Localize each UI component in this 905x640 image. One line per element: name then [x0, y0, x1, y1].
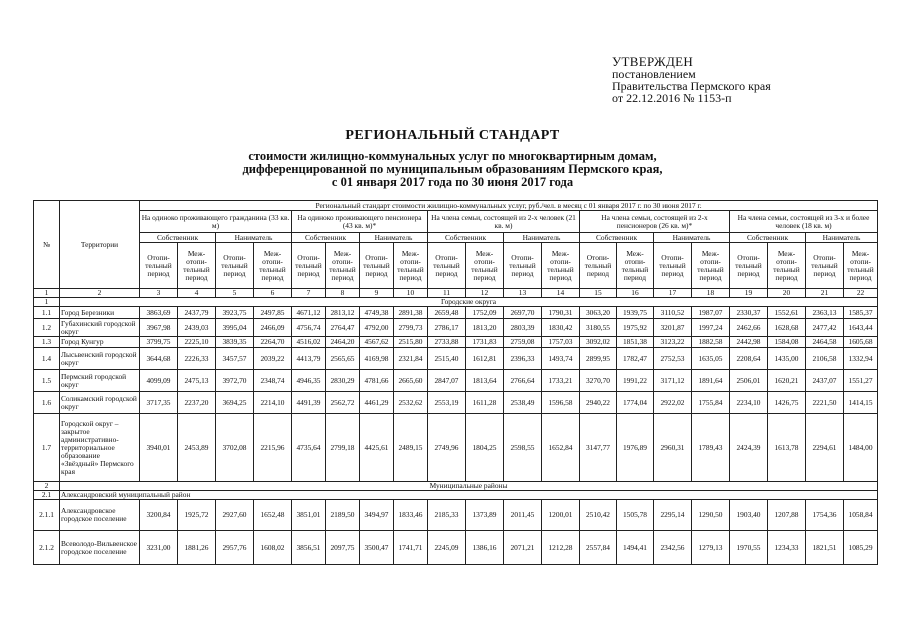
- header-role-row: [34, 233, 878, 243]
- table-row: [34, 500, 878, 531]
- row-value: 1757,03: [542, 337, 580, 348]
- row-value: 3231,00: [140, 531, 178, 565]
- row-number: 1.5: [34, 370, 60, 392]
- row-value: 1652,84: [542, 414, 580, 482]
- row-value: 1494,41: [617, 531, 654, 565]
- row-value: 2697,70: [504, 307, 542, 319]
- row-value: 2234,10: [730, 392, 768, 414]
- row-value: 1975,92: [617, 319, 654, 337]
- row-value: 1782,47: [617, 348, 654, 370]
- column-number: 11: [428, 289, 466, 298]
- row-value: 2011,45: [504, 500, 542, 531]
- row-value: 2489,15: [394, 414, 428, 482]
- row-value: 3694,25: [216, 392, 254, 414]
- row-value: 2226,33: [178, 348, 216, 370]
- header-tenant: Наниматель: [504, 233, 580, 243]
- row-value: 3940,01: [140, 414, 178, 482]
- header-heating-period: Отопи-тельный период: [428, 243, 466, 289]
- header-interheating-period: Меж-отопи-тельный период: [254, 243, 292, 289]
- row-value: 2437,07: [806, 370, 844, 392]
- row-value: 1552,61: [768, 307, 806, 319]
- row-value: 2665,60: [394, 370, 428, 392]
- row-value: 1752,09: [466, 307, 504, 319]
- header-heating-period: Отопи-тельный период: [730, 243, 768, 289]
- document-subtitle-line-1: стоимости жилищно-коммунальных услуг по многоквартирным домам,: [248, 149, 657, 163]
- row-value: 1058,84: [844, 500, 878, 531]
- row-value: 3092,02: [580, 337, 617, 348]
- table-row: [34, 392, 878, 414]
- row-value: 3995,04: [216, 319, 254, 337]
- row-value: 1332,94: [844, 348, 878, 370]
- row-number: 2.1.2: [34, 531, 60, 565]
- row-value: 2097,75: [326, 531, 360, 565]
- row-value: 1643,44: [844, 319, 878, 337]
- row-value: 3863,69: [140, 307, 178, 319]
- row-value: 1279,13: [692, 531, 730, 565]
- header-interheating-period: Меж-отопи-тельный период: [542, 243, 580, 289]
- row-value: 2515,40: [428, 348, 466, 370]
- document-subtitle-line-2: дифференцированной по муниципальным образованиям Пермского края,: [242, 162, 663, 176]
- header-tenant: Наниматель: [654, 233, 730, 243]
- header-group: На члена семьи, состоящей из 2-х человек (21 кв. м): [428, 211, 580, 233]
- row-value: 1608,02: [254, 531, 292, 565]
- row-value: 3717,35: [140, 392, 178, 414]
- row-value: 1584,08: [768, 337, 806, 348]
- row-value: 4567,62: [360, 337, 394, 348]
- table-row: [34, 319, 878, 337]
- row-value: 2106,58: [806, 348, 844, 370]
- row-value: 2927,60: [216, 500, 254, 531]
- row-value: 2442,98: [730, 337, 768, 348]
- row-value: 3839,35: [216, 337, 254, 348]
- row-value: 2752,53: [654, 348, 692, 370]
- row-value: 2749,96: [428, 414, 466, 482]
- row-value: 1882,58: [692, 337, 730, 348]
- standard-table: [33, 200, 878, 565]
- header-interheating-period: Меж-отопи-тельный период: [178, 243, 216, 289]
- row-value: 3180,55: [580, 319, 617, 337]
- header-interheating-period: Меж-отопи-тельный период: [692, 243, 730, 289]
- row-value: 2321,84: [394, 348, 428, 370]
- column-number: 1: [34, 289, 60, 298]
- row-value: 1813,64: [466, 370, 504, 392]
- header-interheating-period: Меж-отопи-тельный период: [466, 243, 504, 289]
- row-value: 2557,84: [580, 531, 617, 565]
- approved-line-2: Правительства Пермского края: [612, 79, 771, 93]
- column-number: 3: [140, 289, 178, 298]
- row-value: 1774,04: [617, 392, 654, 414]
- row-value: 2786,17: [428, 319, 466, 337]
- subsection-row: [34, 491, 878, 500]
- row-value: 1505,78: [617, 500, 654, 531]
- document-subtitle: [0, 150, 905, 189]
- row-value: 2221,50: [806, 392, 844, 414]
- row-value: 1731,83: [466, 337, 504, 348]
- row-value: 2208,64: [730, 348, 768, 370]
- header-heating-period: Отопи-тельный период: [140, 243, 178, 289]
- row-value: 2799,18: [326, 414, 360, 482]
- header-column-numbers: [34, 289, 878, 298]
- row-value: 1903,40: [730, 500, 768, 531]
- row-value: 1991,22: [617, 370, 654, 392]
- column-number: 13: [504, 289, 542, 298]
- row-number: 2.1.1: [34, 500, 60, 531]
- row-value: 3457,57: [216, 348, 254, 370]
- header-heating-period: Отопи-тельный период: [292, 243, 326, 289]
- row-value: 4946,35: [292, 370, 326, 392]
- approval-block: [612, 56, 872, 104]
- row-territory: Пермский городской округ: [60, 370, 140, 392]
- row-value: 1620,21: [768, 370, 806, 392]
- row-value: 3200,84: [140, 500, 178, 531]
- row-value: 4792,00: [360, 319, 394, 337]
- row-value: 3063,20: [580, 307, 617, 319]
- section-number: 2: [34, 482, 60, 491]
- row-value: 2439,03: [178, 319, 216, 337]
- row-value: 1733,21: [542, 370, 580, 392]
- row-value: 1976,89: [617, 414, 654, 482]
- header-interheating-period: Меж-отопи-тельный период: [617, 243, 654, 289]
- column-number: 14: [542, 289, 580, 298]
- column-number: 6: [254, 289, 292, 298]
- header-owner: Собственник: [730, 233, 806, 243]
- row-value: 2264,70: [254, 337, 292, 348]
- row-value: 1939,75: [617, 307, 654, 319]
- table-row: [34, 337, 878, 348]
- row-value: 1789,43: [692, 414, 730, 482]
- row-value: 1755,84: [692, 392, 730, 414]
- row-value: 1790,31: [542, 307, 580, 319]
- section-number: 1: [34, 298, 60, 307]
- row-value: 2899,95: [580, 348, 617, 370]
- column-number: 19: [730, 289, 768, 298]
- row-value: 1804,25: [466, 414, 504, 482]
- row-value: 1813,20: [466, 319, 504, 337]
- table-header: [34, 201, 878, 298]
- row-value: 2342,56: [654, 531, 692, 565]
- header-group: На члена семьи, состоящей из 3-х и более человек (18 кв. м): [730, 211, 878, 233]
- header-tenant: Наниматель: [806, 233, 878, 243]
- row-number: 1.4: [34, 348, 60, 370]
- row-value: 2475,13: [178, 370, 216, 392]
- row-value: 1414,15: [844, 392, 878, 414]
- header-group: На одиноко проживающего гражданина (33 кв. м): [140, 211, 292, 233]
- row-value: 2039,22: [254, 348, 292, 370]
- row-number: 1.2: [34, 319, 60, 337]
- row-value: 1628,68: [768, 319, 806, 337]
- row-value: 2189,50: [326, 500, 360, 531]
- header-owner: Собственник: [292, 233, 360, 243]
- header-owner: Собственник: [428, 233, 504, 243]
- header-interheating-period: Меж-отопи-тельный период: [326, 243, 360, 289]
- row-value: 2348,74: [254, 370, 292, 392]
- row-territory: Город Березники: [60, 307, 140, 319]
- row-value: 2237,20: [178, 392, 216, 414]
- row-territory: Лысьвенский городской округ: [60, 348, 140, 370]
- row-value: 2538,49: [504, 392, 542, 414]
- row-value: 3972,70: [216, 370, 254, 392]
- row-value: 2764,47: [326, 319, 360, 337]
- header-group-row: [34, 211, 878, 233]
- row-value: 4169,98: [360, 348, 394, 370]
- row-value: 3967,98: [140, 319, 178, 337]
- row-value: 1386,16: [466, 531, 504, 565]
- column-number: 16: [617, 289, 654, 298]
- row-value: 2891,38: [394, 307, 428, 319]
- row-value: 1493,74: [542, 348, 580, 370]
- column-number: 15: [580, 289, 617, 298]
- row-value: 1997,24: [692, 319, 730, 337]
- row-value: 1851,38: [617, 337, 654, 348]
- header-main: Региональный стандарт стоимости жилищно-коммунальных услуг, руб./чел. в месяц с 01 января 2017 г. по 30 июня 2017 г.: [140, 201, 878, 211]
- document-title: РЕГИОНАЛЬНЫЙ СТАНДАРТ: [345, 128, 560, 143]
- row-value: 1551,27: [844, 370, 878, 392]
- row-value: 2553,19: [428, 392, 466, 414]
- row-value: 1234,33: [768, 531, 806, 565]
- row-value: 2562,72: [326, 392, 360, 414]
- row-value: 4735,64: [292, 414, 326, 482]
- row-value: 2803,39: [504, 319, 542, 337]
- row-value: 2940,22: [580, 392, 617, 414]
- column-number: 18: [692, 289, 730, 298]
- row-value: 3123,22: [654, 337, 692, 348]
- row-value: 2464,20: [326, 337, 360, 348]
- subsection-title: Александровский муниципальный район: [60, 491, 878, 500]
- row-value: 1652,48: [254, 500, 292, 531]
- row-value: 3494,97: [360, 500, 394, 531]
- header-heating-period: Отопи-тельный период: [504, 243, 542, 289]
- section-row: [34, 298, 878, 307]
- row-value: 2506,01: [730, 370, 768, 392]
- row-territory: Соликамский городской округ: [60, 392, 140, 414]
- row-value: 3851,01: [292, 500, 326, 531]
- row-value: 2225,10: [178, 337, 216, 348]
- column-number: 9: [360, 289, 394, 298]
- row-value: 1881,26: [178, 531, 216, 565]
- column-number: 4: [178, 289, 216, 298]
- header-group: На члена семьи, состоящей из 2-х пенсионеров (26 кв. м)*: [580, 211, 730, 233]
- row-value: 1207,88: [768, 500, 806, 531]
- row-value: 2510,42: [580, 500, 617, 531]
- header-heating-period: Отопи-тельный период: [580, 243, 617, 289]
- row-value: 1613,78: [768, 414, 806, 482]
- subsection-number: 2.1: [34, 491, 60, 500]
- row-value: 2424,39: [730, 414, 768, 482]
- row-value: 1605,68: [844, 337, 878, 348]
- section-title: Муниципальные районы: [60, 482, 878, 491]
- row-value: 1611,28: [466, 392, 504, 414]
- row-value: 1821,51: [806, 531, 844, 565]
- row-value: 2396,33: [504, 348, 542, 370]
- row-territory: Александровское городское поселение: [60, 500, 140, 531]
- row-value: 1987,07: [692, 307, 730, 319]
- header-tenant: Наниматель: [360, 233, 428, 243]
- row-number: 1.3: [34, 337, 60, 348]
- row-value: 1426,75: [768, 392, 806, 414]
- header-interheating-period: Меж-отопи-тельный период: [844, 243, 878, 289]
- row-value: 1970,55: [730, 531, 768, 565]
- table-body: [34, 298, 878, 565]
- row-value: 1585,37: [844, 307, 878, 319]
- row-value: 2598,55: [504, 414, 542, 482]
- table-row: [34, 531, 878, 565]
- column-number: 21: [806, 289, 844, 298]
- column-number: 12: [466, 289, 504, 298]
- row-value: 2515,80: [394, 337, 428, 348]
- row-value: 2532,62: [394, 392, 428, 414]
- row-value: 4425,61: [360, 414, 394, 482]
- header-heating-period: Отопи-тельный период: [654, 243, 692, 289]
- row-territory: Городской округ – закрытое административно-территориальное образование «Звёздный» Пермского края: [60, 414, 140, 482]
- header-number: №: [34, 201, 60, 289]
- row-territory: Город Кунгур: [60, 337, 140, 348]
- row-value: 3110,52: [654, 307, 692, 319]
- column-number: 7: [292, 289, 326, 298]
- column-number: 17: [654, 289, 692, 298]
- row-value: 1891,64: [692, 370, 730, 392]
- row-value: 4781,66: [360, 370, 394, 392]
- column-number: 8: [326, 289, 360, 298]
- row-value: 3171,12: [654, 370, 692, 392]
- row-value: 2813,12: [326, 307, 360, 319]
- row-number: 1.6: [34, 392, 60, 414]
- header-period-row: [34, 243, 878, 289]
- section-title: Городские округа: [60, 298, 878, 307]
- row-value: 2363,13: [806, 307, 844, 319]
- row-value: 1833,46: [394, 500, 428, 531]
- row-value: 3923,75: [216, 307, 254, 319]
- row-value: 2957,76: [216, 531, 254, 565]
- row-value: 2462,66: [730, 319, 768, 337]
- row-value: 2922,02: [654, 392, 692, 414]
- row-value: 3856,51: [292, 531, 326, 565]
- header-interheating-period: Меж-отопи-тельный период: [394, 243, 428, 289]
- row-value: 2466,09: [254, 319, 292, 337]
- row-value: 2659,48: [428, 307, 466, 319]
- column-number: 22: [844, 289, 878, 298]
- table-row: [34, 348, 878, 370]
- row-value: 3644,68: [140, 348, 178, 370]
- header-heating-period: Отопи-тельный период: [806, 243, 844, 289]
- section-row: [34, 482, 878, 491]
- row-value: 4756,74: [292, 319, 326, 337]
- header-owner: Собственник: [580, 233, 654, 243]
- row-value: 4099,09: [140, 370, 178, 392]
- row-value: 4671,12: [292, 307, 326, 319]
- row-value: 2453,89: [178, 414, 216, 482]
- row-value: 1925,72: [178, 500, 216, 531]
- row-value: 3500,47: [360, 531, 394, 565]
- row-value: 3702,08: [216, 414, 254, 482]
- document-subtitle-line-3: с 01 января 2017 года по 30 июня 2017 года: [331, 175, 574, 189]
- row-value: 2464,58: [806, 337, 844, 348]
- row-value: 3799,75: [140, 337, 178, 348]
- row-value: 1212,28: [542, 531, 580, 565]
- row-value: 2497,85: [254, 307, 292, 319]
- row-value: 4461,29: [360, 392, 394, 414]
- row-value: 2185,33: [428, 500, 466, 531]
- header-group: На одиноко проживающего пенсионера (43 кв. м)*: [292, 211, 428, 233]
- row-value: 4413,79: [292, 348, 326, 370]
- header-territory: Территории: [60, 201, 140, 289]
- header-tenant: Наниматель: [216, 233, 292, 243]
- row-value: 1596,58: [542, 392, 580, 414]
- table-row: [34, 370, 878, 392]
- row-value: 1085,29: [844, 531, 878, 565]
- header-heating-period: Отопи-тельный период: [360, 243, 394, 289]
- row-value: 1635,05: [692, 348, 730, 370]
- row-value: 2830,29: [326, 370, 360, 392]
- approved-title: УТВЕРЖДЕН: [612, 54, 694, 69]
- row-value: 4516,02: [292, 337, 326, 348]
- row-value: 2071,21: [504, 531, 542, 565]
- approved-line-3: от 22.12.2016 № 1153-п: [612, 91, 732, 105]
- header-owner: Собственник: [140, 233, 216, 243]
- row-value: 3147,77: [580, 414, 617, 482]
- row-value: 4749,38: [360, 307, 394, 319]
- row-value: 2565,65: [326, 348, 360, 370]
- row-value: 1741,71: [394, 531, 428, 565]
- row-value: 2847,07: [428, 370, 466, 392]
- column-number: 5: [216, 289, 254, 298]
- column-number: 20: [768, 289, 806, 298]
- row-value: 1830,42: [542, 319, 580, 337]
- row-value: 3270,70: [580, 370, 617, 392]
- row-value: 1612,81: [466, 348, 504, 370]
- row-value: 3201,87: [654, 319, 692, 337]
- row-value: 1373,89: [466, 500, 504, 531]
- column-number: 10: [394, 289, 428, 298]
- row-value: 1200,01: [542, 500, 580, 531]
- row-value: 1754,36: [806, 500, 844, 531]
- row-value: 2759,08: [504, 337, 542, 348]
- header-heating-period: Отопи-тельный период: [216, 243, 254, 289]
- row-value: 2294,61: [806, 414, 844, 482]
- row-value: 2766,64: [504, 370, 542, 392]
- row-value: 2799,73: [394, 319, 428, 337]
- row-value: 2214,10: [254, 392, 292, 414]
- row-value: 2733,88: [428, 337, 466, 348]
- column-number: 2: [60, 289, 140, 298]
- row-value: 1484,00: [844, 414, 878, 482]
- row-value: 4491,39: [292, 392, 326, 414]
- row-value: 1435,00: [768, 348, 806, 370]
- row-value: 2295,14: [654, 500, 692, 531]
- row-number: 1.1: [34, 307, 60, 319]
- table-row: [34, 307, 878, 319]
- row-value: 2437,79: [178, 307, 216, 319]
- row-value: 2477,42: [806, 319, 844, 337]
- row-territory: Губахинский городской округ: [60, 319, 140, 337]
- row-territory: Всеволодо-Вильвенское городское поселение: [60, 531, 140, 565]
- header-interheating-period: Меж-отопи-тельный период: [768, 243, 806, 289]
- row-value: 1290,50: [692, 500, 730, 531]
- table-row: [34, 414, 878, 482]
- row-value: 2215,96: [254, 414, 292, 482]
- row-value: 2245,09: [428, 531, 466, 565]
- approved-line-1: постановлением: [612, 67, 696, 81]
- row-value: 2960,31: [654, 414, 692, 482]
- row-number: 1.7: [34, 414, 60, 482]
- row-value: 2330,37: [730, 307, 768, 319]
